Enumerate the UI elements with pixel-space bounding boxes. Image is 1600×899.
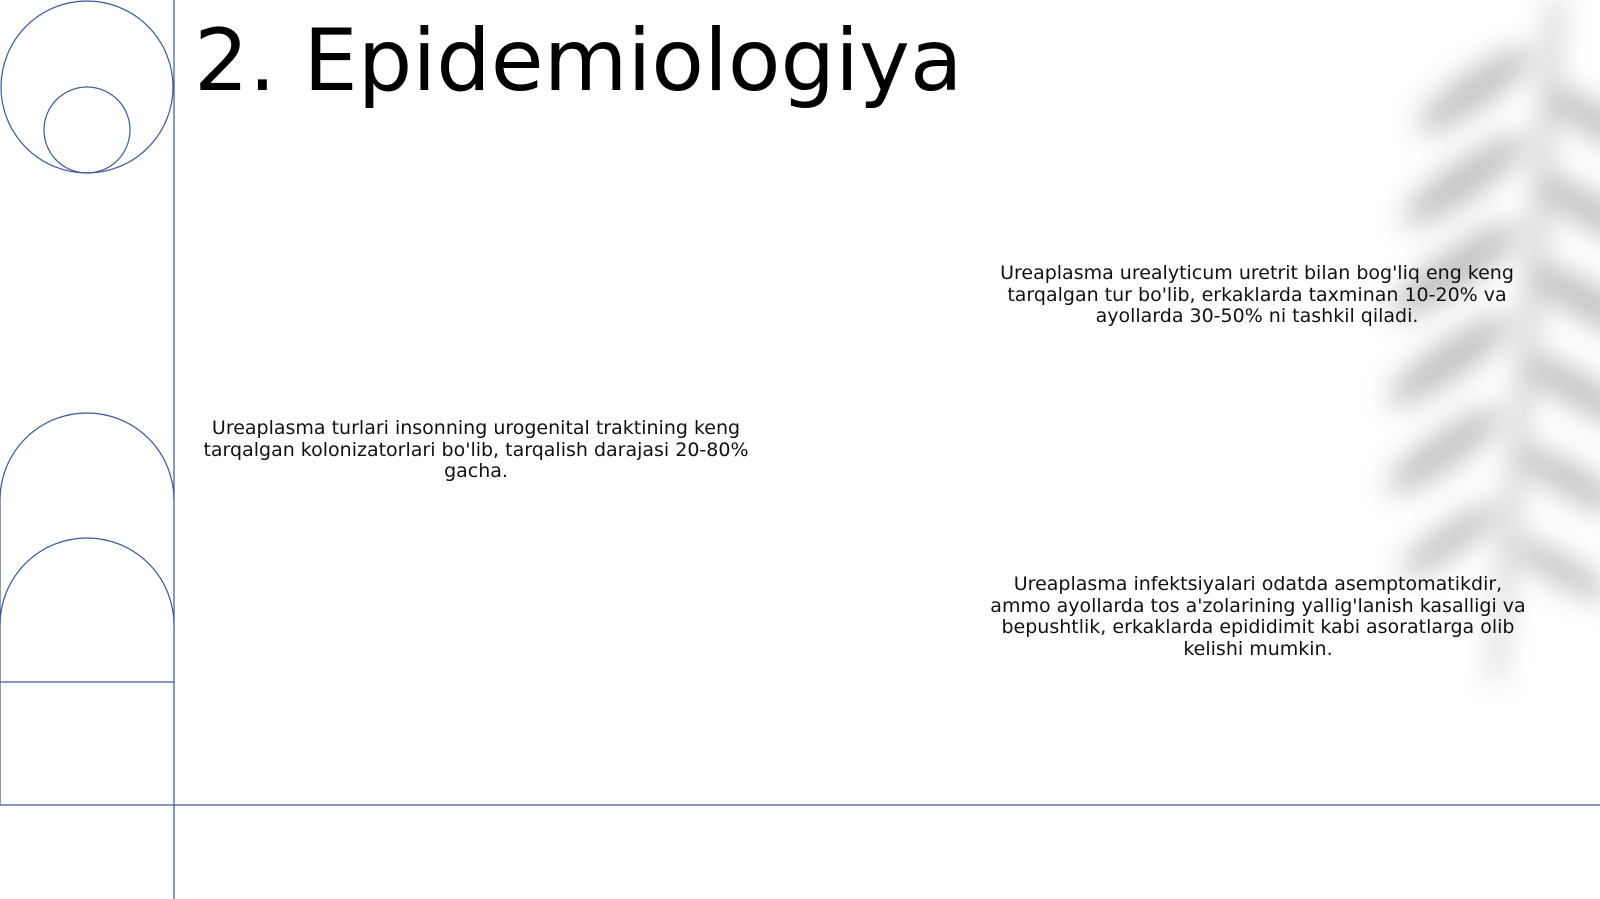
text-block-complications: Ureaplasma infektsiyalari odatda asemptomatikdir, ammo ayollarda tos a'zolarining yallig'lanish kasalligi va bepushtlik, erkaklarda epididimit kabi asoratlarga olib kelishi mumkin. <box>990 573 1526 660</box>
small-circle-outline <box>44 87 130 173</box>
upper-arch-outline <box>0 413 174 500</box>
lower-arch-outline <box>0 538 174 625</box>
text-block-prevalence: Ureaplasma turlari insonning urogenital traktining keng tarqalgan kolonizatorlari bo'lib, tarqalish darajasi 20-80% gacha. <box>203 417 749 482</box>
text-block-urealyticum: Ureaplasma urealyticum uretrit bilan bog'liq eng keng tarqalgan tur bo'lib, erkaklarda taxminan 10-20% va ayollarda 30-50% ni tashkil qiladi. <box>1000 262 1514 327</box>
slide-title: 2. Epidemiologiya <box>194 11 963 111</box>
